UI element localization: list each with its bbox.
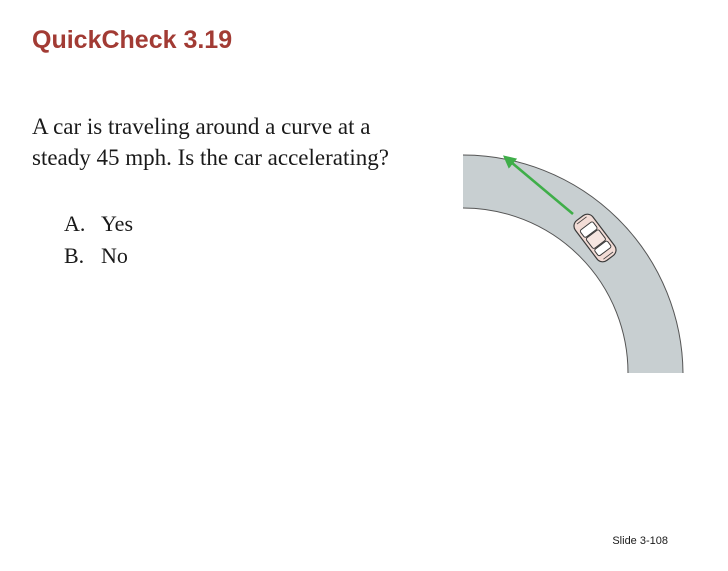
curved-road bbox=[463, 155, 683, 373]
option-b bbox=[64, 240, 133, 272]
question-line: steady 45 mph. Is the car accelerating? bbox=[32, 145, 389, 170]
slide-number: Slide 3-108 bbox=[612, 535, 668, 547]
slide-title: QuickCheck 3.19 bbox=[32, 26, 233, 54]
curved-road-figure bbox=[455, 145, 690, 380]
option-text: No bbox=[101, 243, 128, 268]
option-letter: A. bbox=[64, 211, 86, 236]
answer-options bbox=[64, 208, 133, 272]
option-letter: B. bbox=[64, 243, 85, 268]
question-line: A car is traveling around a curve at a bbox=[32, 114, 371, 139]
question-text bbox=[32, 111, 472, 173]
option-text: Yes bbox=[101, 211, 134, 236]
option-a bbox=[64, 208, 133, 240]
